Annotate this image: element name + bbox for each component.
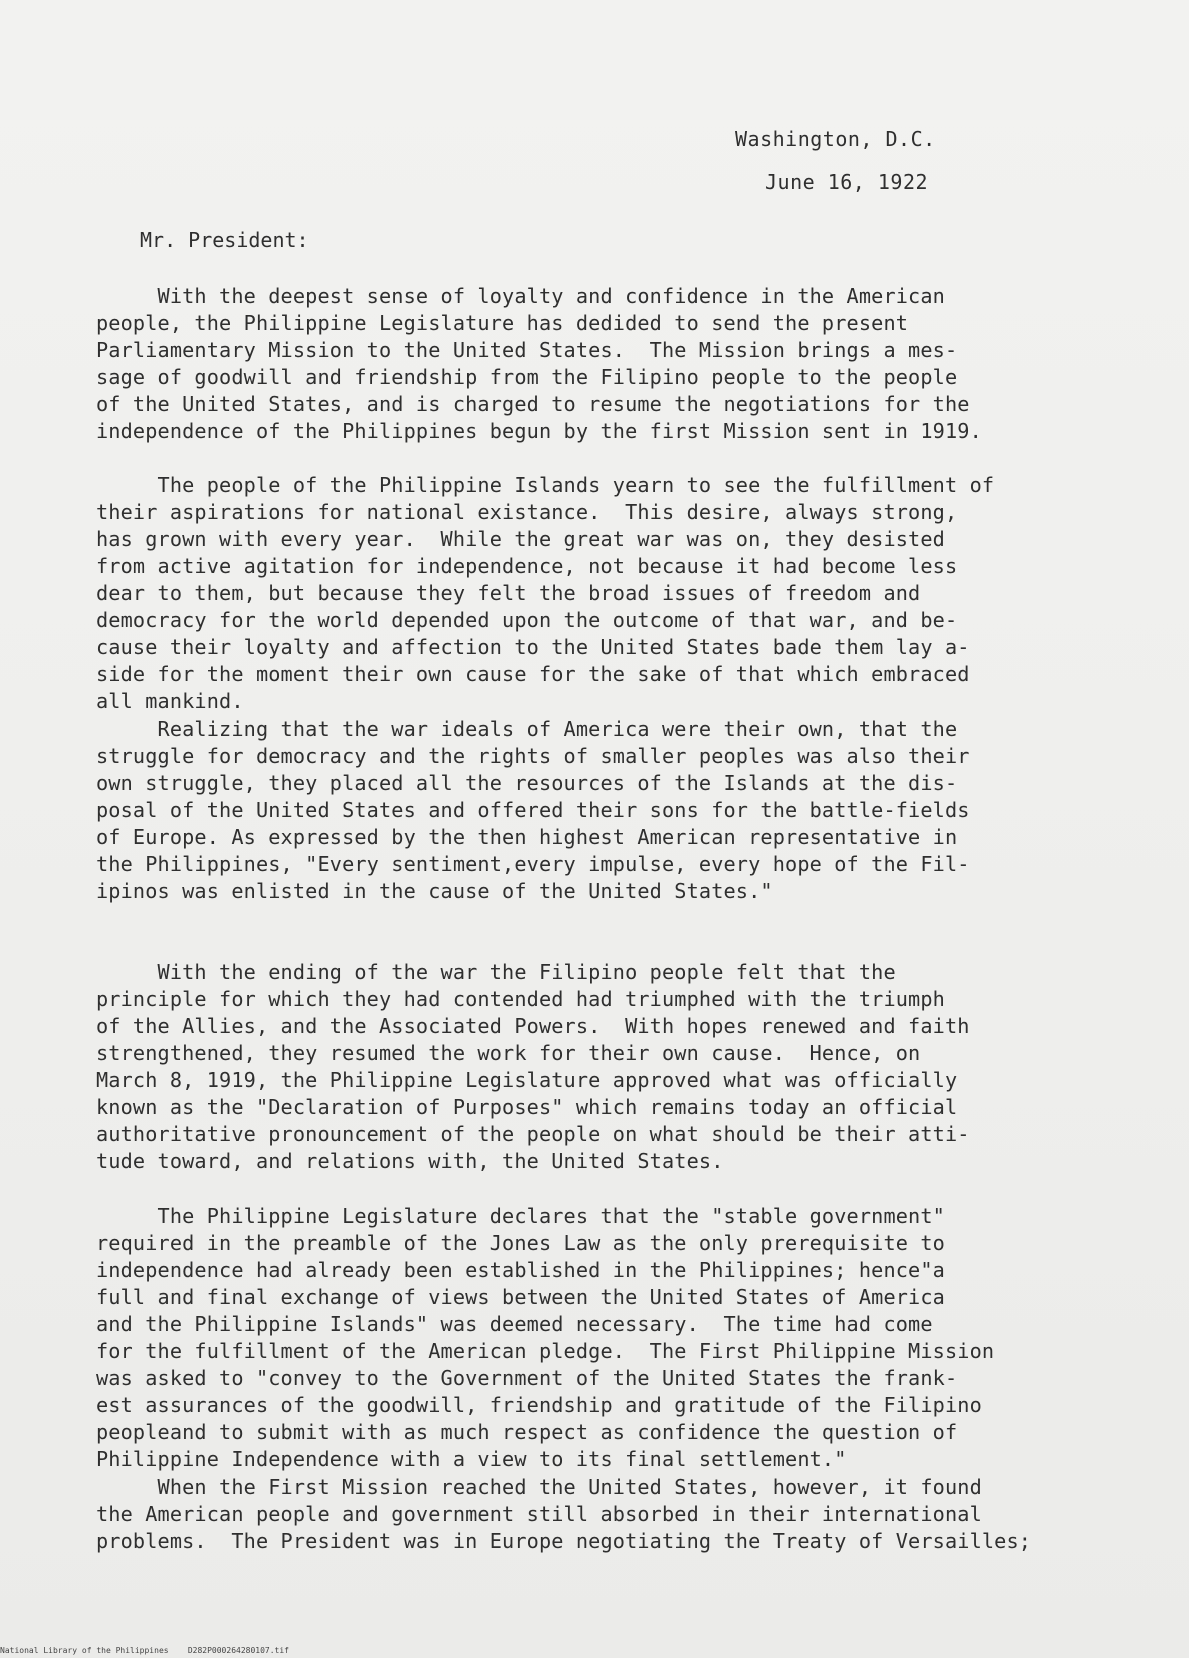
letter-place: Washington, D.C. [735, 127, 936, 151]
text-line: strengthened, they resumed the work for their own cause. Hence, on [96, 1041, 921, 1065]
text-line: from active agitation for independence, not because it had become less [96, 554, 958, 578]
text-line: Realizing that the war ideals of America were their own, that the [96, 717, 958, 741]
text-line: and the Philippine Islands" was deemed necessary. The time had come [96, 1312, 933, 1336]
text-line: The people of the Philippine Islands yearn to see the fulfillment of [96, 473, 995, 497]
text-line: for the fulfillment of the American pledge. The First Philippine Mission [96, 1339, 995, 1363]
text-line: With the deepest sense of loyalty and confidence in the American [96, 284, 945, 308]
paragraph-4 [96, 959, 1136, 1175]
text-line: The Philippine Legislature declares that the "stable government" [96, 1204, 945, 1228]
text-line: Parliamentary Mission to the United States. The Mission brings a mes- [96, 338, 958, 362]
text-line: of Europe. As expressed by the then highest American representative in [96, 825, 958, 849]
paragraph-6 [96, 1474, 1136, 1555]
text-line: the American people and government still absorbed in their international [96, 1502, 982, 1526]
text-line: full and final exchange of views between the United States of America [96, 1285, 945, 1309]
paragraph-2 [96, 472, 1136, 715]
text-line: own struggle, they placed all the resources of the Islands at the dis- [96, 771, 958, 795]
text-line: sage of goodwill and friendship from the Filipino people to the people [96, 365, 958, 389]
text-line: the Philippines, "Every sentiment,every impulse, every hope of the Fil- [96, 852, 970, 876]
text-line: known as the "Declaration of Purposes" which remains today an official [96, 1095, 958, 1119]
text-line: Philippine Independence with a view to its final settlement." [96, 1447, 847, 1471]
text-line: dear to them, but because they felt the broad issues of freedom and [96, 581, 921, 605]
text-line: people, the Philippine Legislature has dedided to send the present [96, 311, 909, 335]
paragraph-3 [96, 716, 1136, 905]
text-line: posal of the United States and offered their sons for the battle-fields [96, 798, 970, 822]
text-line: of the Allies, and the Associated Powers. With hopes renewed and faith [96, 1014, 970, 1038]
text-line: principle for which they had contended had triumphed with the triumph [96, 987, 945, 1011]
text-line: independence had already been established in the Philippines; hence"a [96, 1258, 945, 1282]
text-line: side for the moment their own cause for the sake of that which embraced [96, 662, 970, 686]
text-line: authoritative pronouncement of the people on what should be their atti- [96, 1122, 970, 1146]
text-line: ipinos was enlisted in the cause of the United States." [96, 879, 773, 903]
text-line: was asked to "convey to the Government of the United States the frank- [96, 1366, 958, 1390]
text-line: independence of the Philippines begun by the first Mission sent in 1919. [96, 419, 982, 443]
letter-date: June 16, 1922 [765, 170, 929, 194]
text-line: tude toward, and relations with, the United States. [96, 1149, 724, 1173]
text-line: cause their loyalty and affection to the United States bade them lay a- [96, 635, 970, 659]
letter-salutation: Mr. President: [140, 228, 309, 252]
text-line: peopleand to submit with as much respect as confidence the question of [96, 1420, 958, 1444]
paragraph-5 [96, 1203, 1136, 1473]
text-line: When the First Mission reached the United States, however, it found [96, 1475, 982, 1499]
text-line: est assurances of the goodwill, friendship and gratitude of the Filipino [96, 1393, 982, 1417]
paragraph-1 [96, 283, 1136, 445]
text-line: required in the preamble of the Jones Law as the only prerequisite to [96, 1231, 945, 1255]
text-line: has grown with every year. While the great war was on, they desisted [96, 527, 945, 551]
text-line: their aspirations for national existance. This desire, always strong, [96, 500, 958, 524]
text-line: all mankind. [96, 689, 244, 713]
text-line: struggle for democracy and the rights of smaller peoples was also their [96, 744, 970, 768]
text-line: March 8, 1919, the Philippine Legislature approved what was officially [96, 1068, 958, 1092]
text-line: problems. The President was in Europe negotiating the Treaty of Versailles; [96, 1529, 1032, 1553]
text-line: democracy for the world depended upon the outcome of that war, and be- [96, 608, 958, 632]
archive-footer: National Library of the Philippines D282P000264280107.tif [0, 1646, 289, 1655]
text-line: of the United States, and is charged to resume the negotiations for the [96, 392, 970, 416]
text-line: With the ending of the war the Filipino people felt that the [96, 960, 896, 984]
